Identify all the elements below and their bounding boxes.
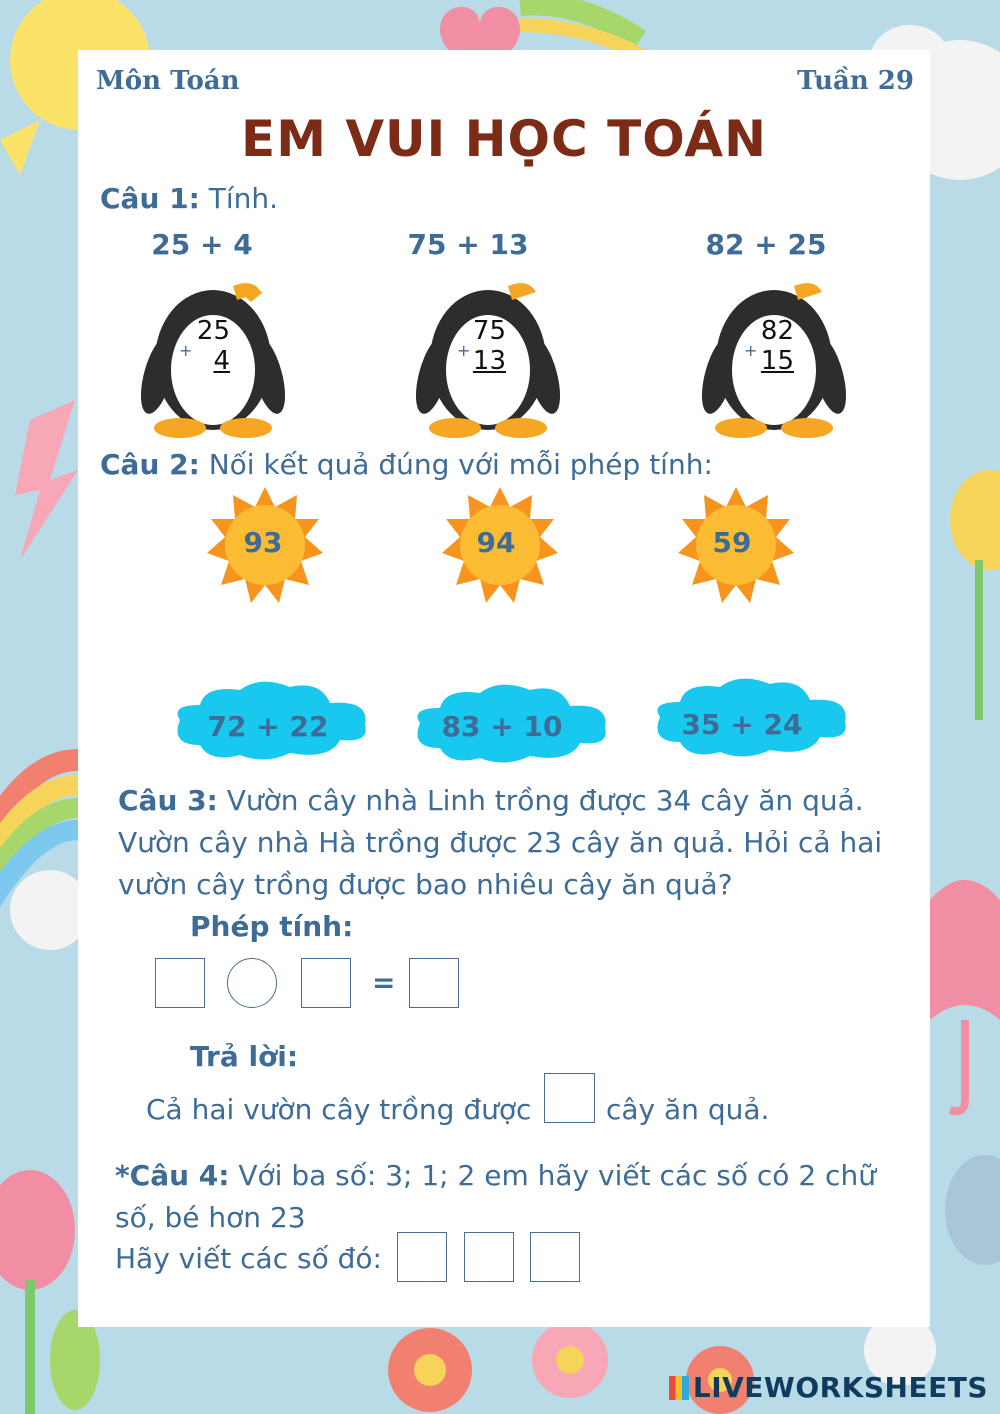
question-3-text: Vườn cây nhà Linh trồng được 34 cây ăn quả. Vườn cây nhà Hà trồng được 23 cây ăn quả. Hỏi cả hai vườn cây trồng được bao nhiêu cây ăn quả?: [118, 784, 883, 901]
number-input-3[interactable]: [530, 1232, 580, 1282]
cloud-expression-3: 35 + 24: [681, 708, 803, 741]
question-4-text-block: [115, 1155, 905, 1239]
answer-text-after: cây ăn quả.: [606, 1093, 770, 1126]
logo-mark-icon: [669, 1376, 689, 1400]
week-label: Tuần 29: [797, 66, 914, 96]
cloud-expression-2: 83 + 10: [441, 710, 563, 743]
subject-label: Môn Toán: [96, 66, 240, 96]
answer-input[interactable]: [544, 1073, 595, 1123]
column-bottom-number: 15: [760, 346, 794, 376]
umbrella-decoration: [930, 880, 1000, 1020]
plus-sign: +: [744, 341, 758, 360]
operator-input[interactable]: [227, 958, 277, 1008]
column-top-number: 75: [472, 316, 506, 346]
operand-1-input[interactable]: [155, 958, 205, 1008]
sun-answer-3: 59: [712, 526, 752, 559]
operand-2-input[interactable]: [301, 958, 351, 1008]
calc-label: Phép tính:: [190, 910, 354, 943]
column-bottom-number: 4: [213, 346, 230, 376]
result-input[interactable]: [409, 958, 459, 1008]
question-2-label: Câu 2:: [100, 448, 200, 481]
column-addition-3: [750, 316, 794, 376]
page-title: EM VUI HỌC TOÁN: [241, 110, 767, 168]
equals-sign: =: [372, 966, 396, 999]
yellow-flower-decoration: [950, 470, 1000, 570]
number-input-2[interactable]: [464, 1232, 514, 1282]
question-4-prompt: Hãy viết các số đó:: [115, 1242, 382, 1275]
question-1-heading: [100, 182, 278, 215]
answer-label: Trả lời:: [190, 1040, 299, 1073]
column-top-number: 82: [760, 316, 794, 346]
logo-text: LIVEWORKSHEETS: [692, 1371, 988, 1404]
lightning-decoration: [15, 400, 78, 560]
tulip-decoration: [0, 1170, 75, 1290]
liveworksheets-logo[interactable]: [669, 1371, 988, 1404]
q1-expression-1: 25 + 4: [151, 228, 253, 261]
question-2-text: Nối kết quả đúng với mỗi phép tính:: [199, 448, 713, 481]
plus-sign: +: [457, 341, 471, 360]
question-1-text: Tính.: [199, 182, 278, 215]
column-addition-1: [186, 316, 230, 376]
sun-answer-2: 94: [476, 526, 516, 559]
q1-expression-3: 82 + 25: [705, 228, 827, 261]
question-4-text: Với ba số: 3; 1; 2 em hãy viết các số có 2 chữ số, bé hơn 23: [115, 1159, 876, 1234]
column-bottom-number: 13: [472, 346, 506, 376]
plus-sign: +: [179, 341, 193, 360]
question-1-label: Câu 1:: [100, 182, 200, 215]
answer-text-before: Cả hai vườn cây trồng được: [146, 1093, 532, 1126]
question-4-label: *Câu 4:: [115, 1159, 230, 1192]
number-input-1[interactable]: [397, 1232, 447, 1282]
question-3-label: Câu 3:: [118, 784, 218, 817]
column-top-number: 25: [196, 316, 230, 346]
column-addition-2: [462, 316, 506, 376]
sun-answer-1: 93: [243, 526, 283, 559]
question-2-heading: [100, 448, 713, 481]
question-3-text-block: [118, 780, 898, 906]
cloud-expression-1: 72 + 22: [207, 710, 329, 743]
q1-expression-2: 75 + 13: [407, 228, 529, 261]
